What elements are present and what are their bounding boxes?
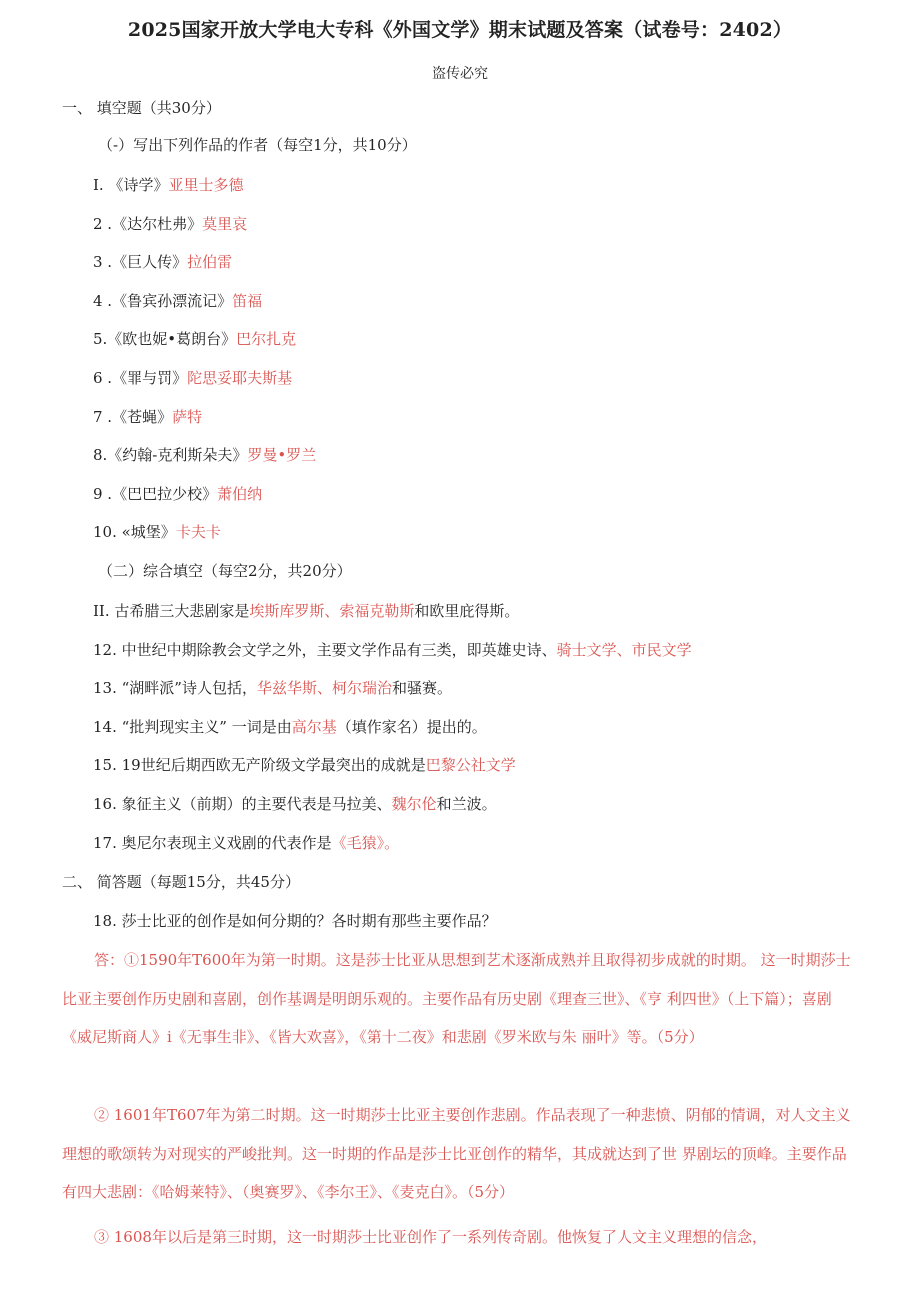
author-answer: 巴尔扎克 <box>236 330 297 349</box>
question-text: 14. “批判现实主义” 一词是由 <box>93 717 292 736</box>
section-heading-fill-in: 一、 填空题（共30分） <box>62 99 221 117</box>
author-question-item <box>93 445 316 465</box>
fill-question-item <box>93 678 452 698</box>
question-text: II. 古希腊三大悲剧家是 <box>93 602 250 620</box>
work-title: 9 .《巴巴拉少校》 <box>93 484 218 503</box>
question-text: 12. 中世纪中期除教会文学之外，主要文学作品有三类，即英雄史诗、 <box>93 640 557 659</box>
author-question-item <box>93 484 262 504</box>
work-title: 6 .《罪与罚》 <box>93 369 188 387</box>
author-question-item <box>93 407 202 427</box>
question-text: 和骚赛。 <box>391 679 452 698</box>
work-title: 5.《欧也妮•葛朗台》 <box>93 330 237 349</box>
author-question-item <box>93 329 296 349</box>
work-title: 3 .《巨人传》 <box>93 253 188 272</box>
fill-question-item <box>93 833 399 853</box>
fill-answer: 高尔基 <box>291 717 337 736</box>
question-text: 和兰波。 <box>436 795 497 813</box>
author-question-item <box>93 175 243 195</box>
author-answer: 卡夫卡 <box>175 523 221 542</box>
part-heading-authors: （-）写出下列作品的作者（每空1分，共10分） <box>98 136 417 154</box>
work-title: 2 .《达尔杜弗》 <box>93 214 203 233</box>
author-answer: 罗曼•罗兰 <box>247 446 317 465</box>
fill-answer: 骑士文学、市民文学 <box>556 640 692 659</box>
answer-paragraph-1: 答：①1590年T600年为第一时期。这是莎士比亚从思想到艺术逐渐成熟并且取得初步成就的时期。 这一时期莎士比亚主要创作历史剧和喜剧，创作基调是明朗乐观的。主要作品有历史剧《理查三世》、《亨 利四世》（上下篇）；喜剧《威尼斯商人》i《无事生非》、《皆大欢喜》，《第十二夜》和悲剧《罗米欧与朱 丽叶》等。（5分） <box>62 951 851 1046</box>
question-text: 15. 19世纪后期西欧无产阶级文学最突出的成就是 <box>93 756 426 775</box>
work-title: 7 .《苍蝇》 <box>93 407 173 426</box>
question-text: 17. 奥尼尔表现主义戏剧的代表作是 <box>93 833 332 852</box>
fill-answer: 埃斯库罗斯、索福克勒斯 <box>249 602 415 620</box>
author-answer: 亚里士多德 <box>168 176 244 194</box>
question-18: 18. 莎士比亚的创作是如何分期的？各时期有那些主要作品？ <box>93 912 497 930</box>
answer-paragraph-2: ② 1601年T607年为第二时期。这一时期莎士比亚主要创作悲剧。作品表现了一种悲愤、阴郁的情调，对人文主义理想的歌颂转为对现实的严峻批判。这一时期的作品是莎士比亚创作的精华，其成就达到了世 界剧坛的顶峰。主要作品有四大悲剧：《哈姆莱特》、（奥赛罗》、《李尔王》、《麦克白》。（5分） <box>62 1106 851 1201</box>
fill-question-item <box>93 601 519 621</box>
question-text: 13. “湖畔派”诗人包括， <box>93 679 257 698</box>
fill-answer: 华兹华斯、柯尔瑞治 <box>256 679 392 698</box>
document-subtitle: 盗传必究 <box>432 66 488 82</box>
fill-question-item <box>93 717 487 737</box>
author-answer: 莫里哀 <box>202 214 248 233</box>
author-question-item <box>93 214 247 234</box>
work-title: 10. «城堡》 <box>93 523 176 542</box>
author-answer: 萧伯纳 <box>217 484 263 503</box>
question-text: （填作家名）提出的。 <box>336 717 487 736</box>
author-answer: 拉伯雷 <box>187 253 233 272</box>
question-text: 16. 象征主义（前期）的主要代表是马拉美、 <box>93 795 392 813</box>
fill-question-item <box>93 794 497 814</box>
work-title: 8.《约翰-克利斯朵夫》 <box>93 446 248 465</box>
fill-answer: 巴黎公社文学 <box>425 756 516 775</box>
work-title: I. 《诗学》 <box>93 176 169 194</box>
fill-question-item <box>93 640 692 660</box>
section-heading-short-answer: 二、 简答题（每题15分，共45分） <box>62 873 300 891</box>
fill-answer: 魏尔伦 <box>391 795 437 813</box>
question-text: 和欧里庇得斯。 <box>414 602 520 620</box>
author-answer: 萨特 <box>172 407 203 426</box>
document-title: 2025国家开放大学电大专科《外国文学》期末试题及答案（试卷号：2402） <box>127 19 793 41</box>
fill-answer: 《毛猿》。 <box>331 833 400 852</box>
author-answer: 陀思妥耶夫斯基 <box>187 369 293 387</box>
author-question-item <box>93 252 232 272</box>
author-question-item <box>93 291 262 311</box>
author-question-item <box>93 368 292 388</box>
answer-paragraph-3: ③ 1608年以后是第三时期，这一时期莎士比亚创作了一系列传奇剧。他恢复了人文主义理想的信念， <box>94 1228 767 1246</box>
fill-question-item <box>93 755 516 775</box>
author-answer: 笛福 <box>232 291 263 310</box>
author-question-item <box>93 522 221 542</box>
part-heading-composite: （二）综合填空（每空2分，共20分） <box>98 562 352 580</box>
work-title: 4 .《鲁宾孙漂流记》 <box>93 291 233 310</box>
